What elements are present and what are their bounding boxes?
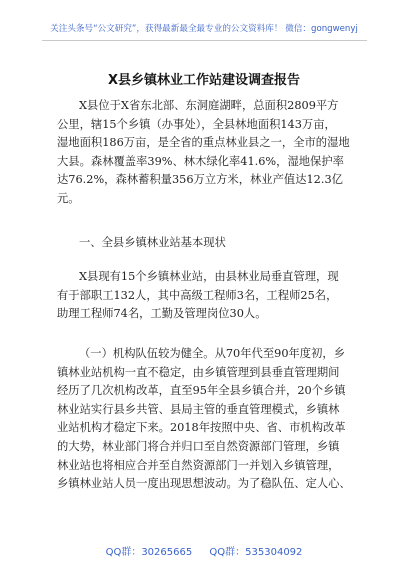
paragraph-line: X县位于X省东北部、东洞庭湖畔，总面积2809平方 (79, 99, 339, 112)
paragraph-line: 经历了几次机构改革，直至95年全县乡镇合并，20个乡镇 (57, 384, 346, 398)
footer-contact (0, 543, 408, 558)
paragraph-line: 达76.2%，森林蓄积量356万立方米，林业产值达12.3亿 (57, 173, 343, 187)
header-divider (42, 40, 367, 41)
section-heading (57, 234, 356, 253)
document-title: X县乡镇林业工作站建设调查报告 (107, 73, 301, 88)
paragraph-line: 湿地面积186万亩，是全省的重点林业县之一，全市的湿地 (57, 136, 350, 150)
paragraph-line: 大县。森林覆盖率39%、林木绿化率41.6%，湿地保护率 (57, 154, 344, 168)
paragraph-line: 元。 (57, 191, 80, 205)
paragraph-line: 林业站也将相应合并至自然资源部门一并划入乡镇管理， (57, 458, 340, 472)
paragraph-line: 助理工程师74名，工勤及管理岗位30人。 (57, 307, 267, 321)
section-heading-text: 一、全县乡镇林业站基本现状 (79, 236, 226, 249)
footer-qq-group-1: QQ群：30265665 (105, 547, 193, 558)
paragraph-line: 镇林业站机构一直不稳定，由乡镇管理到县垂直管理期间 (57, 365, 340, 379)
paragraph-line: 乡镇林业站人员一度出现思想波动。为了稳队伍、定人心、 (57, 477, 351, 491)
paragraph-line: 林业站实行县乡共管、县局主管的垂直管理模式，乡镇林 (57, 402, 340, 416)
paragraph-line: 的大势，林业部门将合并归口至自然资源部门管理，乡镇 (57, 439, 340, 453)
paragraph-line: 业站机构才稳定下来。2018年按照中央、省、市机构改革 (57, 421, 346, 435)
header-notice: 关注头条号“公文研究”，获得最新最全最专业的公文资料库！ 微信：gongwenyj (50, 24, 358, 34)
paragraph-line: （一）机构队伍较为健全。从70年代至90年度初，乡 (79, 347, 345, 360)
paragraph-line: 有于部职工132人，其中高级工程师3名，工程师25名， (57, 288, 338, 302)
paragraph-overview (57, 97, 356, 209)
footer-qq-group-2: QQ群：535304092 (209, 547, 303, 558)
paragraph-staff (57, 268, 356, 324)
paragraph-line: X县现有15个乡镇林业站，由县林业局垂直管理，现 (79, 270, 339, 283)
paragraph-organization (57, 345, 356, 494)
paragraph-line: 公里，辖15个乡镇（办事处），全县林地面积143万亩， (57, 117, 336, 131)
